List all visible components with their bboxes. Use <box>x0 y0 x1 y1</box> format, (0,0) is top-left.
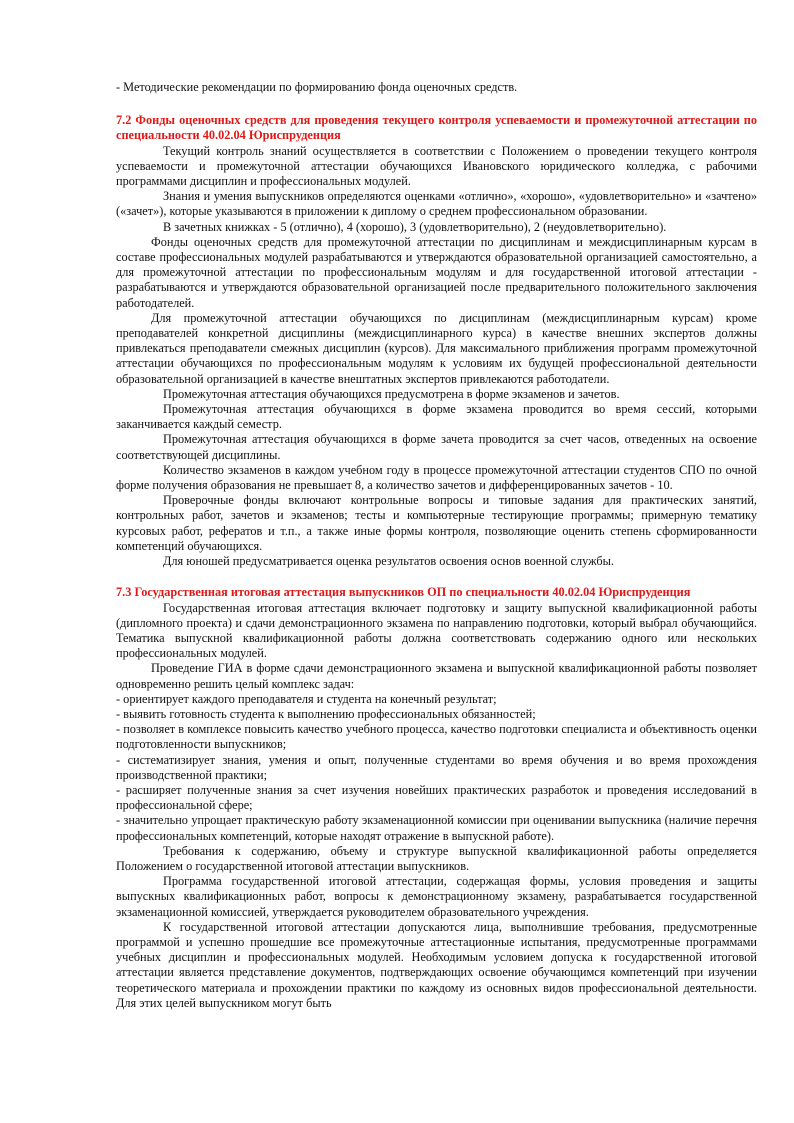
paragraph: Промежуточная аттестация обучающихся предусмотрена в форме экзаменов и зачетов. <box>163 386 620 401</box>
paragraph: Фонды оценочных средств для промежуточной аттестации по дисциплинам и междисциплинарным курсам в составе профессиональных модулей разрабатываются и утверждаются образовательной организацией самостоятельно, а для промежуточной аттестации по профессиональным модулям и для государственной итоговой аттестации - разрабатываются и утверждаются образовательной организацией после предварительного положительного заключения работодателей. <box>116 234 757 310</box>
section-7-2-heading: 7.2 Фонды оценочных средств для проведения текущего контроля успеваемости и промежуточной аттестации по специальности 40.02.04 Юриспруденция <box>116 113 757 143</box>
paragraph: Промежуточная аттестация обучающихся в форме экзамена проводится во время сессий, которыми заканчивается каждый семестр. <box>116 402 757 432</box>
paragraph: Для юношей предусматривается оценка результатов освоения основ военной службы. <box>163 554 614 569</box>
paragraph: Для промежуточной аттестации обучающихся по дисциплинам (междисциплинарным курсам) кроме преподавателей конкретной дисциплины (междисциплинарного курса) в качестве внешних экспертов должны привлекаться преподаватели смежных дисциплин (курсов). Для максимального приближения программ промежуточной аттестации обучающихся по профессиональным модулям к условиям их будущей профессиональной деятельности образовательной организацией в качестве внештатных экспертов привлекаются работодатели. <box>116 310 757 386</box>
spacer <box>116 569 757 585</box>
section-7-2 <box>116 113 757 569</box>
intro-list-item: - Методические рекомендации по формированию фонда оценочных средств. <box>116 80 518 94</box>
list-item: - выявить готовность студента к выполнению профессиональных обязанностей; <box>116 706 536 721</box>
list-item: - расширяет полученные знания за счет изучения новейших практических разработок и проведения исследований в профессиональной сфере; <box>116 782 757 813</box>
document-page <box>116 80 757 1011</box>
paragraph: Требования к содержанию, объему и структуре выпускной квалификационной работы определяется Положением о государственной итоговой аттестации выпускников. <box>116 843 757 873</box>
paragraph: Текущий контроль знаний осуществляется в соответствии с Положением о проведении текущего контроля успеваемости и промежуточной аттестации обучающихся Ивановского юридического колледжа, с рабочими программами дисциплин и профессиональных модулей. <box>116 143 757 189</box>
spacer <box>116 95 757 113</box>
section-7-3 <box>116 585 757 1011</box>
paragraph: Знания и умения выпускников определяются оценками «отлично», «хорошо», «удовлетворительно» и «зачтено» («зачет»), которые указываются в приложении к диплому о среднем профессиональном образовании. <box>116 189 757 219</box>
paragraph: Количество экзаменов в каждом учебном году в процессе промежуточной аттестации студентов СПО по очной форме получения образования не превышает 8, а количество зачетов и дифференцированных зачетов - 10. <box>116 462 757 493</box>
paragraph: К государственной итоговой аттестации допускаются лица, выполнившие требования, предусмотренные программой и успешно прошедшие все промежуточные аттестационные испытания, предусмотренные программами учебных дисциплин и профессиональных модулей. Необходимым условием допуска к государственной итоговой аттестации является представление документов, подтверждающих освоение обучающимся компетенций при изучении теоретического материала и прохождении практики по каждому из основных видов профессиональной деятельности. Для этих целей выпускником могут быть <box>116 919 757 1010</box>
paragraph: Проверочные фонды включают контрольные вопросы и типовые задания для практических занятий, контрольных работ, зачетов и экзаменов; тесты и компьютерные тестирующие программы; примерную тематику курсовых работ, рефератов и т.п., а также иные формы контроля, позволяющие оценить степень сформированности компетенций обучающихся. <box>116 493 757 553</box>
list-item: - позволяет в комплексе повысить качество учебного процесса, качество подготовки специалиста и объективность оценки подготовленности выпускников; <box>116 722 757 752</box>
paragraph: Государственная итоговая аттестация включает подготовку и защиту выпускной квалификационной работы (дипломного проекта) и сдачи демонстрационного экзамена по направлению подготовки, который выбрал обучающийся. Тематика выпускной квалификационной работы должна соответствовать содержанию одного или нескольких профессиональных модулей. <box>116 600 757 661</box>
paragraph: Проведение ГИА в форме сдачи демонстрационного экзамена и выпускной квалификационной работы позволяет одновременно решить целый комплекс задач: <box>116 661 757 691</box>
list-item: - значительно упрощает практическую работу экзаменационной комиссии при оценивании выпускника (наличие перечня профессиональных компетенций, которые находят отражение в выпускной работе). <box>116 813 757 843</box>
list-item: - систематизирует знания, умения и опыт, полученные студентами во время обучения и во время прохождения производственной практики; <box>116 752 757 782</box>
paragraph: Программа государственной итоговой аттестации, содержащая формы, условия проведения и защиты выпускных квалификационных работ, вопросы к демонстрационному экзамену, разрабатывается государственной экзаменационной комиссией, утверждается руководителем образовательного учреждения. <box>116 874 757 919</box>
paragraph: Промежуточная аттестация обучающихся в форме зачета проводится за счет часов, отведенных на освоение соответствующей дисциплины. <box>116 432 757 462</box>
paragraph: В зачетных книжках - 5 (отлично), 4 (хорошо), 3 (удовлетворительно), 2 (неудовлетворительно). <box>163 219 667 234</box>
list-item: - ориентирует каждого преподавателя и студента на конечный результат; <box>116 691 497 706</box>
section-7-3-heading: 7.3 Государственная итоговая аттестация выпускников ОП по специальности 40.02.04 Юриспруденция <box>116 585 691 600</box>
